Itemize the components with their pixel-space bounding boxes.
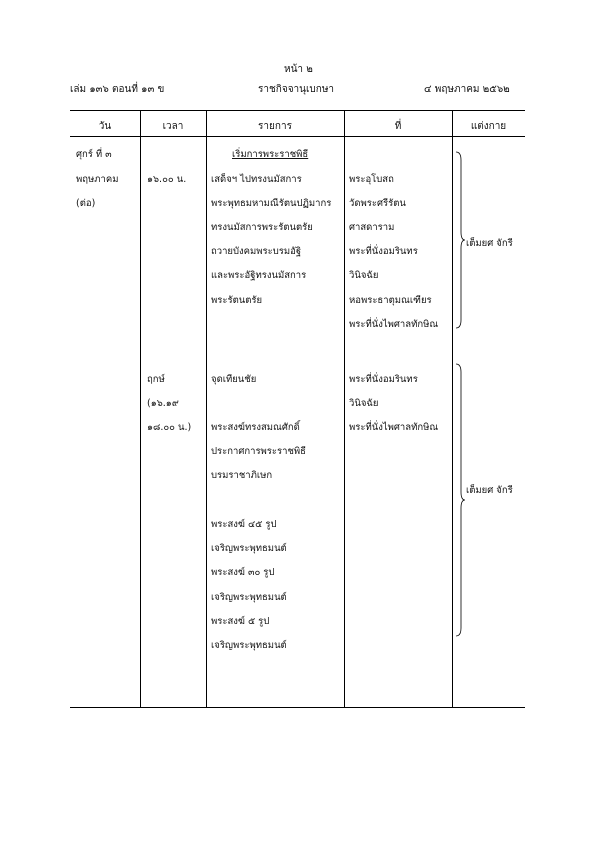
place-line: พระที่นั่งไพศาลทักษิณ (349, 422, 439, 433)
item-line: จุดเทียนชัย (211, 374, 257, 385)
page-number: หน้า ๒ (284, 64, 313, 75)
column-divider (206, 110, 207, 708)
table-header-rule (70, 136, 525, 137)
item-line: เจริญพระพุทธมนต์ (211, 592, 287, 603)
attire-brace (452, 362, 466, 638)
attire-brace (452, 150, 466, 330)
attire-label: เต็มยศ จักรี (466, 485, 513, 496)
time-range-end: ๑๘.๐๐ น.) (147, 422, 192, 433)
item-line: เจริญพระพุทธมนต์ (211, 640, 287, 651)
place-line: พระที่นั่งอมรินทร (349, 246, 418, 257)
place-line: วัดพระศรีรัตน (349, 198, 406, 209)
item-line: ทรงนมัสการพระรัตนตรัย (211, 222, 313, 233)
item-line: และพระอัฐิทรงนมัสการ (211, 270, 307, 281)
time-first: ๑๖.๐๐ น. (147, 174, 187, 185)
attire-label: เต็มยศ จักรี (466, 238, 513, 249)
item-line: พระสงฆ์ทรงสมณศักดิ์ (211, 422, 300, 433)
day-line: ศุกร์ ที่ ๓ (76, 149, 112, 160)
place-line: หอพระธาตุมณเฑียร (349, 295, 432, 306)
publication-name: ราชกิจจานุเบกษา (258, 84, 335, 95)
item-line: พระพุทธมหามณีรัตนปฏิมากร (211, 198, 332, 209)
place-line: วินิจฉัย (349, 398, 379, 409)
column-header-place: ที่ (394, 121, 402, 132)
column-header-attire: แต่งกาย (470, 121, 507, 132)
time-auspicious: ฤกษ์ (147, 374, 165, 385)
item-line: พระสงฆ์ ๔๕ รูป (211, 519, 277, 530)
place-line: ศาสดาราม (349, 222, 395, 233)
column-header-item: รายการ (258, 121, 292, 132)
day-month: พฤษภาคม (76, 174, 119, 185)
time-range-start: (๑๖.๑๙ (147, 398, 179, 409)
place-line: พระที่นั่งอมรินทร (349, 374, 418, 385)
item-line: เสด็จฯ ไปทรงนมัสการ (211, 174, 302, 185)
place-line: วินิจฉัย (349, 270, 379, 281)
table-bottom-rule (70, 707, 525, 708)
item-line: พระรัตนตรัย (211, 295, 263, 306)
section-title: เริ่มการพระราชพิธี (232, 149, 309, 160)
item-line: พระสงฆ์ ๕ รูป (211, 616, 270, 627)
item-line: บรมราชาภิเษก (211, 470, 273, 481)
day-continued: (ต่อ) (76, 198, 96, 209)
column-header-time: เวลา (162, 121, 184, 132)
publication-date: ๔ พฤษภาคม ๒๕๖๒ (424, 84, 510, 95)
column-divider (140, 110, 141, 708)
column-divider (344, 110, 345, 708)
volume-info: เล่ม ๑๓๖ ตอนที่ ๑๓ ข (70, 84, 165, 95)
item-line: ประกาศการพระราชพิธี (211, 446, 306, 457)
place-line: พระที่นั่งไพศาลทักษิณ (349, 319, 439, 330)
table-top-rule (70, 110, 525, 111)
item-line: ถวายบังคมพระบรมอัฐิ (211, 246, 302, 257)
item-line: เจริญพระพุทธมนต์ (211, 543, 287, 554)
place-line: พระอุโบสถ (349, 174, 394, 185)
column-header-day: วัน (98, 121, 112, 132)
item-line: พระสงฆ์ ๓๐ รูป (211, 567, 275, 578)
